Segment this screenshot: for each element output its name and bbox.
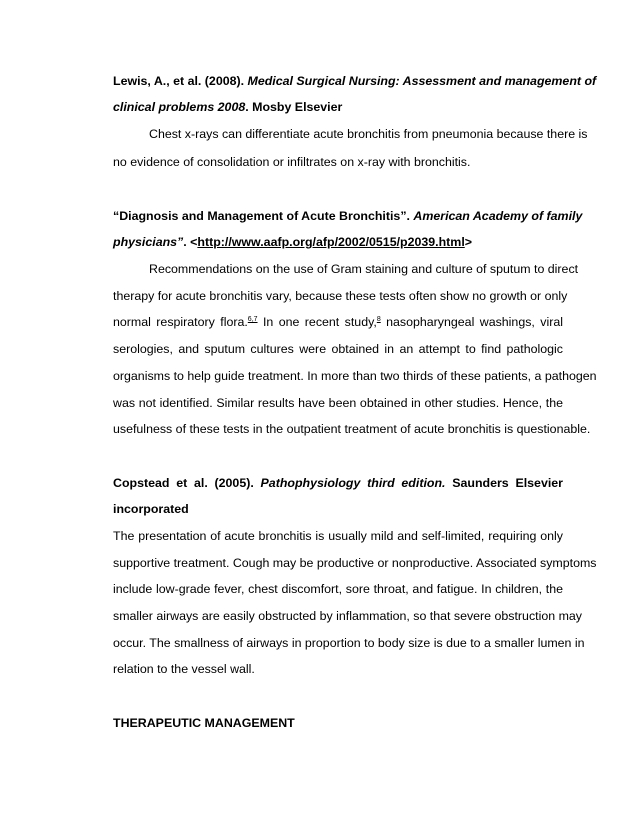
ref1-citation-line1 (113, 74, 597, 89)
ref3-paragraph-line4: smaller airways are easily obstructed by inflammation, so that severe obstruction may (113, 609, 582, 623)
ref1-citation-line2 (113, 100, 563, 115)
ref3-author: Copstead et al. (2005). (113, 476, 261, 490)
ref1-title: Medical Surgical Nursing: Assessment and management of (247, 74, 597, 88)
ref2-text-b: In one recent study, (257, 315, 377, 329)
ref1-publisher: . Mosby Elsevier (245, 100, 343, 114)
ref2-paragraph-line5: organisms to help guide treatment. In more than two thirds of these patients, a pathogen (113, 369, 597, 383)
ref2-paragraph-line1: Recommendations on the use of Gram staining and culture of sputum to direct (149, 262, 579, 276)
ref2-citation-line2 (113, 235, 563, 250)
ref2-paragraph-line4: serologies, and sputum cultures were obtained in an attempt to find pathologic (113, 342, 563, 356)
ref1-paragraph-line1: Chest x-rays can differentiate acute bronchitis from pneumonia because there is (149, 127, 588, 141)
ref1-author: Lewis, A., et al. (2008). (113, 74, 248, 88)
citation-sup-6-7[interactable]: 6,7 (247, 315, 258, 323)
ref2-citation-line1 (113, 209, 583, 224)
ref2-url-link[interactable]: http://www.aafp.org/afp/2002/0515/p2039.html (197, 235, 465, 249)
ref3-paragraph-line3: include low-grade fever, chest discomfort, sore throat, and fatigue. In children, the (113, 582, 563, 596)
ref2-separator: . < (183, 235, 198, 249)
ref3-title: Pathophysiology third edition. (260, 476, 446, 490)
ref2-journal: American Academy of family (413, 209, 583, 223)
ref3-citation-line1 (113, 476, 563, 491)
ref2-close-bracket: > (464, 235, 473, 249)
ref3-citation-line2: incorporated (113, 502, 189, 516)
ref3-paragraph-line2: supportive treatment. Cough may be productive or nonproductive. Associated symptoms (113, 556, 597, 570)
ref2-paragraph-line6: was not identified. Similar results have been obtained in other studies. Hence, the (113, 396, 563, 410)
ref1-paragraph-line2: no evidence of consolidation or infiltrates on x-ray with bronchitis. (113, 155, 471, 169)
section-heading: THERAPEUTIC MANAGEMENT (113, 716, 295, 730)
ref2-paragraph-line3 (113, 315, 563, 330)
ref2-title: “Diagnosis and Management of Acute Bronchitis”. (113, 209, 414, 223)
ref2-paragraph-line2: therapy for acute bronchitis vary, because these tests often show no growth or only (113, 289, 568, 303)
ref3-paragraph-line6: relation to the vessel wall. (113, 662, 255, 676)
ref3-publisher: Saunders Elsevier (445, 476, 563, 490)
ref2-paragraph-line7: usefulness of these tests in the outpatient treatment of acute bronchitis is questionable. (113, 422, 591, 436)
ref3-paragraph-line5: occur. The smallness of airways in proportion to body size is due to a smaller lumen in (113, 636, 585, 650)
ref2-text-a: normal respiratory flora. (113, 315, 248, 329)
ref2-journal-cont: physicians” (113, 235, 184, 249)
ref3-paragraph-line1: The presentation of acute bronchitis is usually mild and self-limited, requiring only (113, 529, 563, 543)
ref1-title-cont: clinical problems 2008 (113, 100, 246, 114)
citation-sup-8[interactable]: 8 (376, 315, 381, 323)
ref2-text-c: nasopharyngeal washings, viral (380, 315, 563, 329)
